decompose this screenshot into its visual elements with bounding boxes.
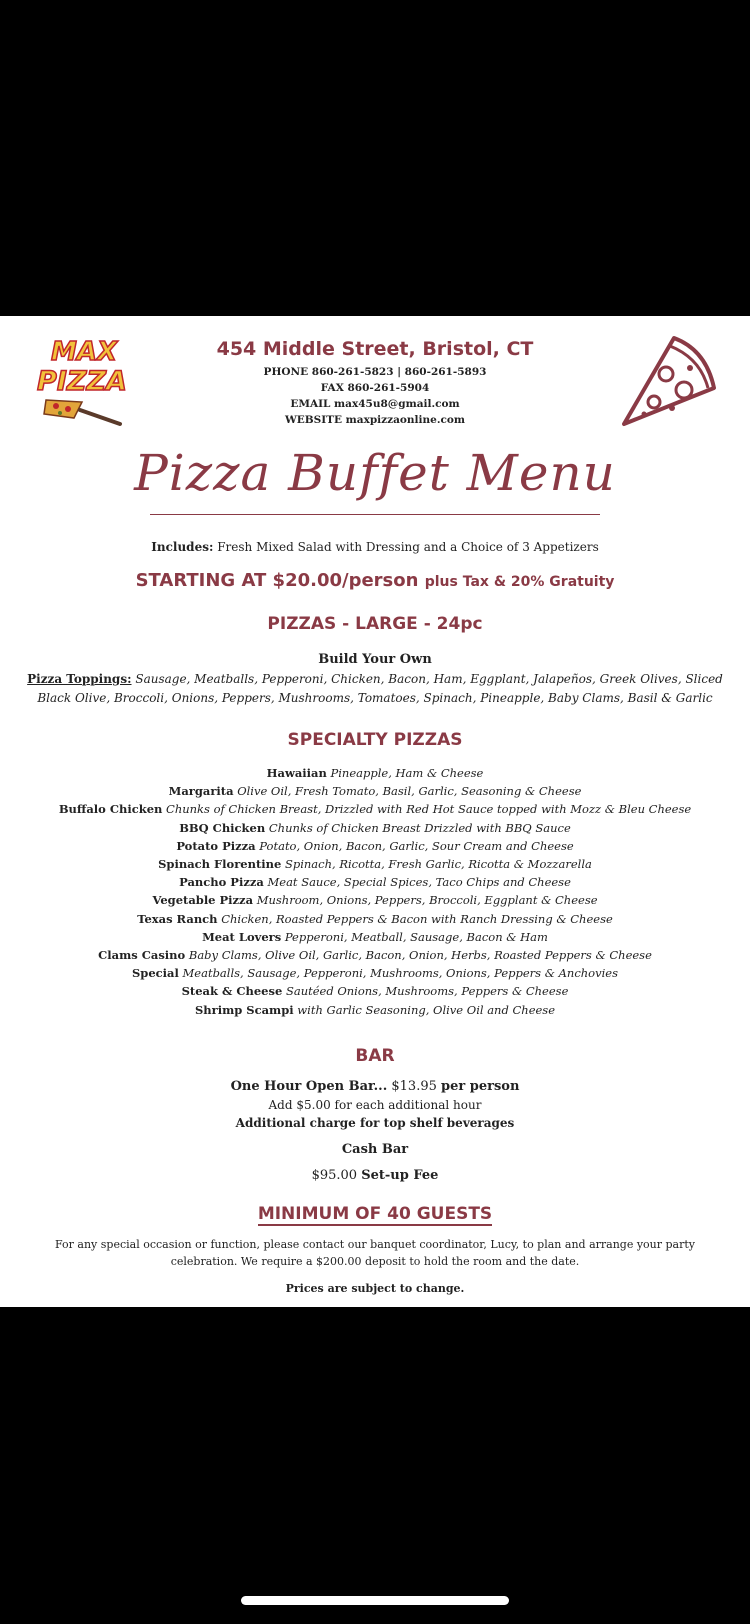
list-item: Potato Pizza Potato, Onion, Bacon, Garlic, Sour Cream and Cheese bbox=[176, 838, 574, 853]
email: EMAIL max45u8@gmail.com bbox=[290, 398, 460, 410]
specialty-list bbox=[0, 764, 750, 1019]
pizza-slice-icon bbox=[610, 328, 722, 440]
setup-price: $95.00 bbox=[311, 1168, 358, 1183]
starting-price bbox=[0, 570, 750, 591]
top-shelf-note: Additional charge for top shelf beverages bbox=[235, 1116, 515, 1130]
menu-title: Pizza Buffet Menu bbox=[134, 444, 616, 502]
toppings-label: Pizza Toppings: bbox=[27, 672, 132, 686]
minimum-guests-text: MINIMUM OF 40 GUESTS bbox=[257, 1204, 493, 1224]
website: WEBSITE maxpizzaonline.com bbox=[285, 414, 465, 426]
build-your-own-heading: Build Your Own bbox=[318, 652, 432, 667]
open-bar-line bbox=[0, 1079, 750, 1094]
includes-label: Includes: bbox=[151, 540, 214, 554]
list-item: Steak & Cheese Sautéed Onions, Mushrooms, Peppers & Cheese bbox=[181, 984, 569, 999]
list-item: Clams Casino Baby Clams, Olive Oil, Garlic, Bacon, Onion, Herbs, Roasted Peppers & Cheese bbox=[98, 948, 652, 963]
starting-price-rest: plus Tax & 20% Gratuity bbox=[424, 574, 615, 590]
home-indicator[interactable] bbox=[241, 1596, 509, 1605]
additional-hour: Add $5.00 for each additional hour bbox=[268, 1098, 482, 1112]
list-item: Meat Lovers Pepperoni, Meatball, Sausage, Bacon & Ham bbox=[202, 929, 548, 944]
max-pizza-logo bbox=[24, 330, 144, 430]
open-bar-price: $13.95 bbox=[391, 1079, 437, 1094]
list-item: Pancho Pizza Meat Sauce, Special Spices, Taco Chips and Cheese bbox=[179, 875, 571, 890]
list-item: Buffalo Chicken Chunks of Chicken Breast, Drizzled with Red Hot Sauce topped with Mozz & Bleu Cheese bbox=[58, 802, 692, 817]
starting-price-main: STARTING AT $20.00/person bbox=[135, 570, 419, 591]
list-item: Margarita Olive Oil, Fresh Tomato, Basil, Garlic, Seasoning & Cheese bbox=[168, 784, 582, 799]
list-item: Hawaiian Pineapple, Ham & Cheese bbox=[266, 766, 484, 780]
open-bar-unit: per person bbox=[441, 1079, 520, 1094]
fax: FAX 860-261-5904 bbox=[320, 382, 430, 394]
toppings-text-1: Sausage, Meatballs, Pepperoni, Chicken, Bacon, Ham, Eggplant, Jalapeños, Greek Olives, Sliced bbox=[135, 672, 723, 686]
setup-fee bbox=[0, 1168, 750, 1183]
minimum-guests bbox=[0, 1204, 750, 1224]
list-item: BBQ Chicken Chunks of Chicken Breast Drizzled with BBQ Sauce bbox=[179, 820, 571, 835]
specialty-heading: SPECIALTY PIZZAS bbox=[287, 730, 463, 750]
list-item: Vegetable Pizza Mushroom, Onions, Peppers, Broccoli, Eggplant & Cheese bbox=[152, 893, 598, 908]
title-underline bbox=[150, 514, 600, 515]
prices-note: Prices are subject to change. bbox=[285, 1282, 465, 1295]
toppings-line-2: Black Olive, Broccoli, Onions, Peppers, Mushrooms, Tomatoes, Spinach, Pineapple, Baby Clams, Basil & Garlic bbox=[37, 691, 713, 705]
list-item: Texas Ranch Chicken, Roasted Peppers & Bacon with Ranch Dressing & Cheese bbox=[137, 911, 613, 926]
contact-info bbox=[170, 364, 580, 428]
list-item: Shrimp Scampi with Garlic Seasoning, Olive Oil and Cheese bbox=[194, 1002, 556, 1017]
logo-text-max: MAX bbox=[50, 337, 118, 367]
fine-print-line-1: For any special occasion or function, please contact our banquet coordinator, Lucy, to plan and arrange your party bbox=[55, 1238, 695, 1251]
list-item: Spinach Florentine Spinach, Ricotta, Fresh Garlic, Ricotta & Mozzarella bbox=[158, 857, 592, 872]
bar-heading: BAR bbox=[355, 1046, 395, 1066]
phone: PHONE 860-261-5823 | 860-261-5893 bbox=[263, 366, 487, 378]
setup-label: Set-up Fee bbox=[361, 1168, 439, 1183]
list-item: Special Meatballs, Sausage, Pepperoni, Mushrooms, Onions, Peppers & Anchovies bbox=[132, 966, 618, 981]
pizza-peel-icon bbox=[44, 400, 120, 424]
open-bar-label: One Hour Open Bar... bbox=[230, 1079, 388, 1094]
toppings-line-1 bbox=[0, 672, 750, 686]
address: 454 Middle Street, Bristol, CT bbox=[216, 338, 534, 360]
menu-sheet bbox=[0, 316, 750, 1307]
includes-text: Fresh Mixed Salad with Dressing and a Choice of 3 Appetizers bbox=[217, 540, 599, 554]
cash-bar: Cash Bar bbox=[341, 1142, 409, 1157]
includes-line bbox=[0, 540, 750, 554]
fine-print-line-2: celebration. We require a $200.00 deposit to hold the room and the date. bbox=[170, 1255, 580, 1268]
logo-text-pizza: PIZZA bbox=[37, 366, 127, 397]
pizzas-heading: PIZZAS - LARGE - 24pc bbox=[267, 614, 483, 634]
